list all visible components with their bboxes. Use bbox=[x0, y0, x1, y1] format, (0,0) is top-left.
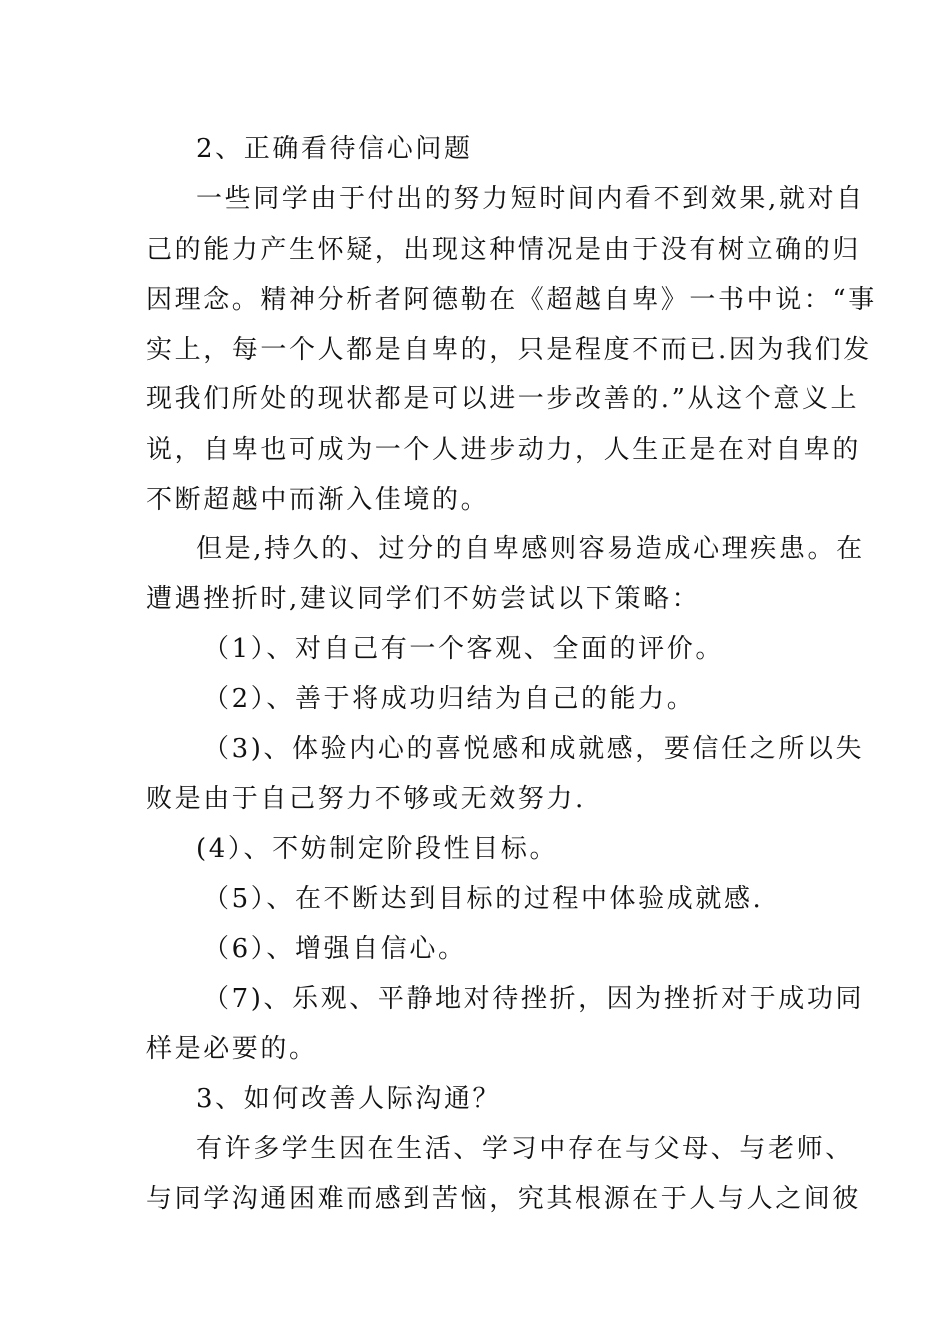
paragraph-line: 但是,持久的、过分的自卑感则容易造成心理疾患。在 bbox=[196, 534, 865, 564]
paragraph-line: 一些同学由于付出的努力短时间内看不到效果,就对自 bbox=[196, 184, 865, 214]
list-item: （1）、对自己有一个客观、全面的评价。 bbox=[203, 634, 724, 664]
list-item-continuation: 败是由于自己努力不够或无效努力. bbox=[146, 784, 586, 814]
paragraph-line: 不断超越中而渐入佳境的。 bbox=[146, 485, 490, 515]
section-heading-communication: 3、如何改善人际沟通？ bbox=[196, 1084, 502, 1114]
section-heading-confidence: 2、正确看待信心问题 bbox=[196, 134, 473, 164]
list-item: (4）、不妨制定阶段性目标。 bbox=[196, 834, 559, 864]
paragraph-line: 与同学沟通困难而感到苦恼，究其根源在于人与人之间彼 bbox=[146, 1184, 862, 1214]
paragraph-line: 遭遇挫折时,建议同学们不妨尝试以下策略： bbox=[146, 584, 701, 614]
list-item-continuation: 样是必要的。 bbox=[146, 1034, 318, 1064]
list-item: （6）、增强自信心。 bbox=[203, 934, 467, 964]
paragraph-line: 己的能力产生怀疑，出现这种情况是由于没有树立确的归 bbox=[146, 235, 862, 265]
list-item: （2）、善于将成功归结为自己的能力。 bbox=[203, 684, 696, 714]
list-item: （3)、体验内心的喜悦感和成就感，要信任之所以失 bbox=[203, 734, 865, 764]
paragraph-line: 现我们所处的现状都是可以进一步改善的.”从这个意义上 bbox=[146, 384, 860, 414]
paragraph-line: 有许多学生因在生活、学习中存在与父母、与老师、 bbox=[196, 1134, 854, 1164]
paragraph-line: 因理念。精神分析者阿德勒在《超越自卑》一书中说：“事 bbox=[146, 285, 877, 315]
list-item: （7)、乐观、平静地对待挫折，因为挫折对于成功同 bbox=[203, 984, 865, 1014]
paragraph-line: 实上，每一个人都是自卑的，只是程度不而已.因为我们发 bbox=[146, 335, 872, 365]
list-item: （5）、在不断达到目标的过程中体验成就感. bbox=[203, 884, 764, 914]
paragraph-line: 说，自卑也可成为一个人进步动力，人生正是在对自卑的 bbox=[146, 435, 862, 465]
